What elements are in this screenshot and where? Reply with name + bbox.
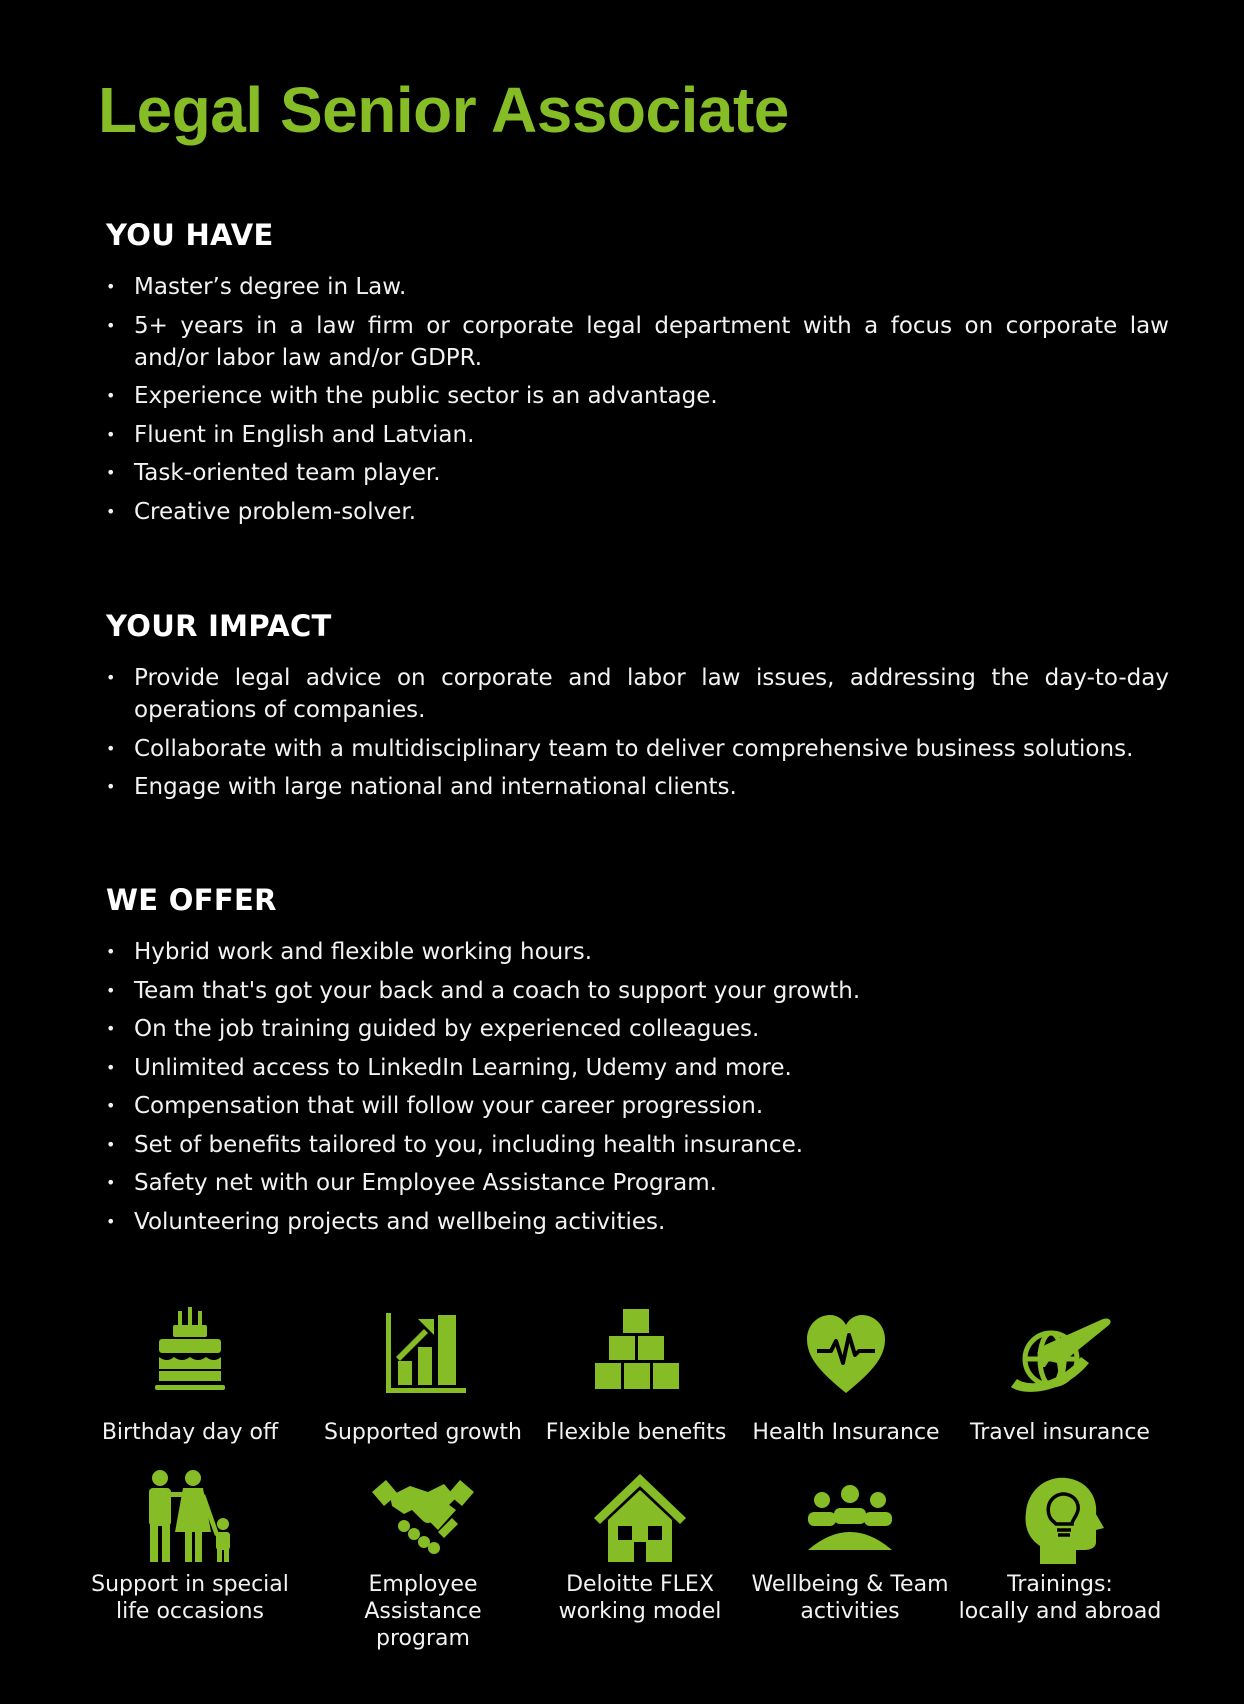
family-icon	[135, 1470, 245, 1565]
list-item: • Experience with the public sector is an advantage.	[106, 383, 718, 409]
benefit-label: Birthday day off	[101, 1420, 279, 1445]
benefit-label: Employee Assistance	[364, 1572, 482, 1624]
bullet-list	[106, 271, 1169, 528]
benefit-label: Deloitte FLEX	[566, 1572, 714, 1597]
benefit-flex-model	[530, 1470, 750, 1625]
section-we-offer	[106, 880, 1169, 1244]
benefit-label: Travel insurance	[970, 1420, 1150, 1445]
benefit-label: Supported growth	[323, 1420, 522, 1445]
list-item: • Master’s degree in Law.	[106, 274, 407, 300]
benefit-label: Wellbeing & Team	[751, 1572, 949, 1597]
stacked-boxes-icon	[591, 1305, 681, 1405]
list-item: • Compensation that will follow your career progression.	[106, 1093, 764, 1119]
handshake-icon	[368, 1470, 478, 1565]
list-item: • Provide legal advice on corporate and labor law issues, addressing the day-to-day operations of companies.	[106, 665, 1169, 723]
section-heading: WE OFFER	[106, 883, 277, 917]
section-heading: YOUR IMPACT	[106, 609, 332, 643]
list-item: • Hybrid work and flexible working hours.	[106, 939, 593, 965]
house-icon	[590, 1470, 690, 1565]
heart-pulse-icon	[801, 1305, 891, 1405]
list-item: • Volunteering projects and wellbeing activities.	[106, 1208, 666, 1235]
benefit-label: Support in special	[91, 1572, 289, 1597]
list-item: • Collaborate with a multidisciplinary team to deliver comprehensive business solutions.	[106, 735, 1134, 762]
globe-airplane-icon	[1005, 1305, 1115, 1405]
list-item: • Fluent in English and Latvian.	[106, 421, 475, 448]
bullet-list	[106, 936, 1169, 1238]
benefit-label: activities	[800, 1599, 900, 1624]
growth-chart-icon	[378, 1305, 468, 1405]
list-item: • Team that's got your back and a coach to support your growth.	[106, 977, 861, 1004]
benefit-label: Trainings:	[1007, 1572, 1113, 1597]
section-heading: YOU HAVE	[106, 218, 274, 252]
benefit-label: Health Insurance	[752, 1420, 940, 1445]
benefit-label: program	[376, 1626, 470, 1651]
list-item: • Set of benefits tailored to you, including health insurance.	[106, 1131, 804, 1158]
birthday-cake-icon	[145, 1305, 235, 1405]
page-title: Legal Senior Associate	[98, 74, 789, 146]
list-item: • Safety net with our Employee Assistance Program.	[106, 1170, 717, 1196]
list-item: • Engage with large national and international clients.	[106, 774, 737, 800]
list-item: • Unlimited access to LinkedIn Learning, Udemy and more.	[106, 1054, 792, 1081]
benefit-label: locally and abroad	[958, 1599, 1162, 1624]
benefit-label: life occasions	[115, 1599, 265, 1624]
list-item: • Creative problem-solver.	[106, 498, 417, 525]
section-you-have	[106, 215, 1169, 534]
benefit-wellbeing	[740, 1470, 960, 1625]
list-item: • On the job training guided by experienced colleagues.	[106, 1016, 760, 1042]
benefit-label: working model	[558, 1599, 722, 1624]
benefit-flexible	[526, 1305, 746, 1446]
benefit-trainings	[950, 1470, 1170, 1625]
section-your-impact	[106, 606, 1169, 810]
benefit-special-occasions	[80, 1470, 300, 1625]
list-item: • Task-oriented team player.	[106, 460, 441, 486]
team-group-icon	[800, 1470, 900, 1565]
benefit-travel	[950, 1305, 1170, 1446]
benefit-label: Flexible benefits	[545, 1420, 727, 1445]
list-item: • 5+ years in a law firm or corporate legal department with a focus on corporate law and/or labor law and/or GDPR.	[106, 312, 1169, 371]
bullet-list	[106, 662, 1169, 803]
benefit-assistance	[313, 1470, 533, 1652]
benefit-health	[736, 1305, 956, 1446]
benefit-growth	[313, 1305, 533, 1446]
benefit-birthday	[80, 1305, 300, 1446]
head-lightbulb-icon	[1010, 1470, 1110, 1565]
